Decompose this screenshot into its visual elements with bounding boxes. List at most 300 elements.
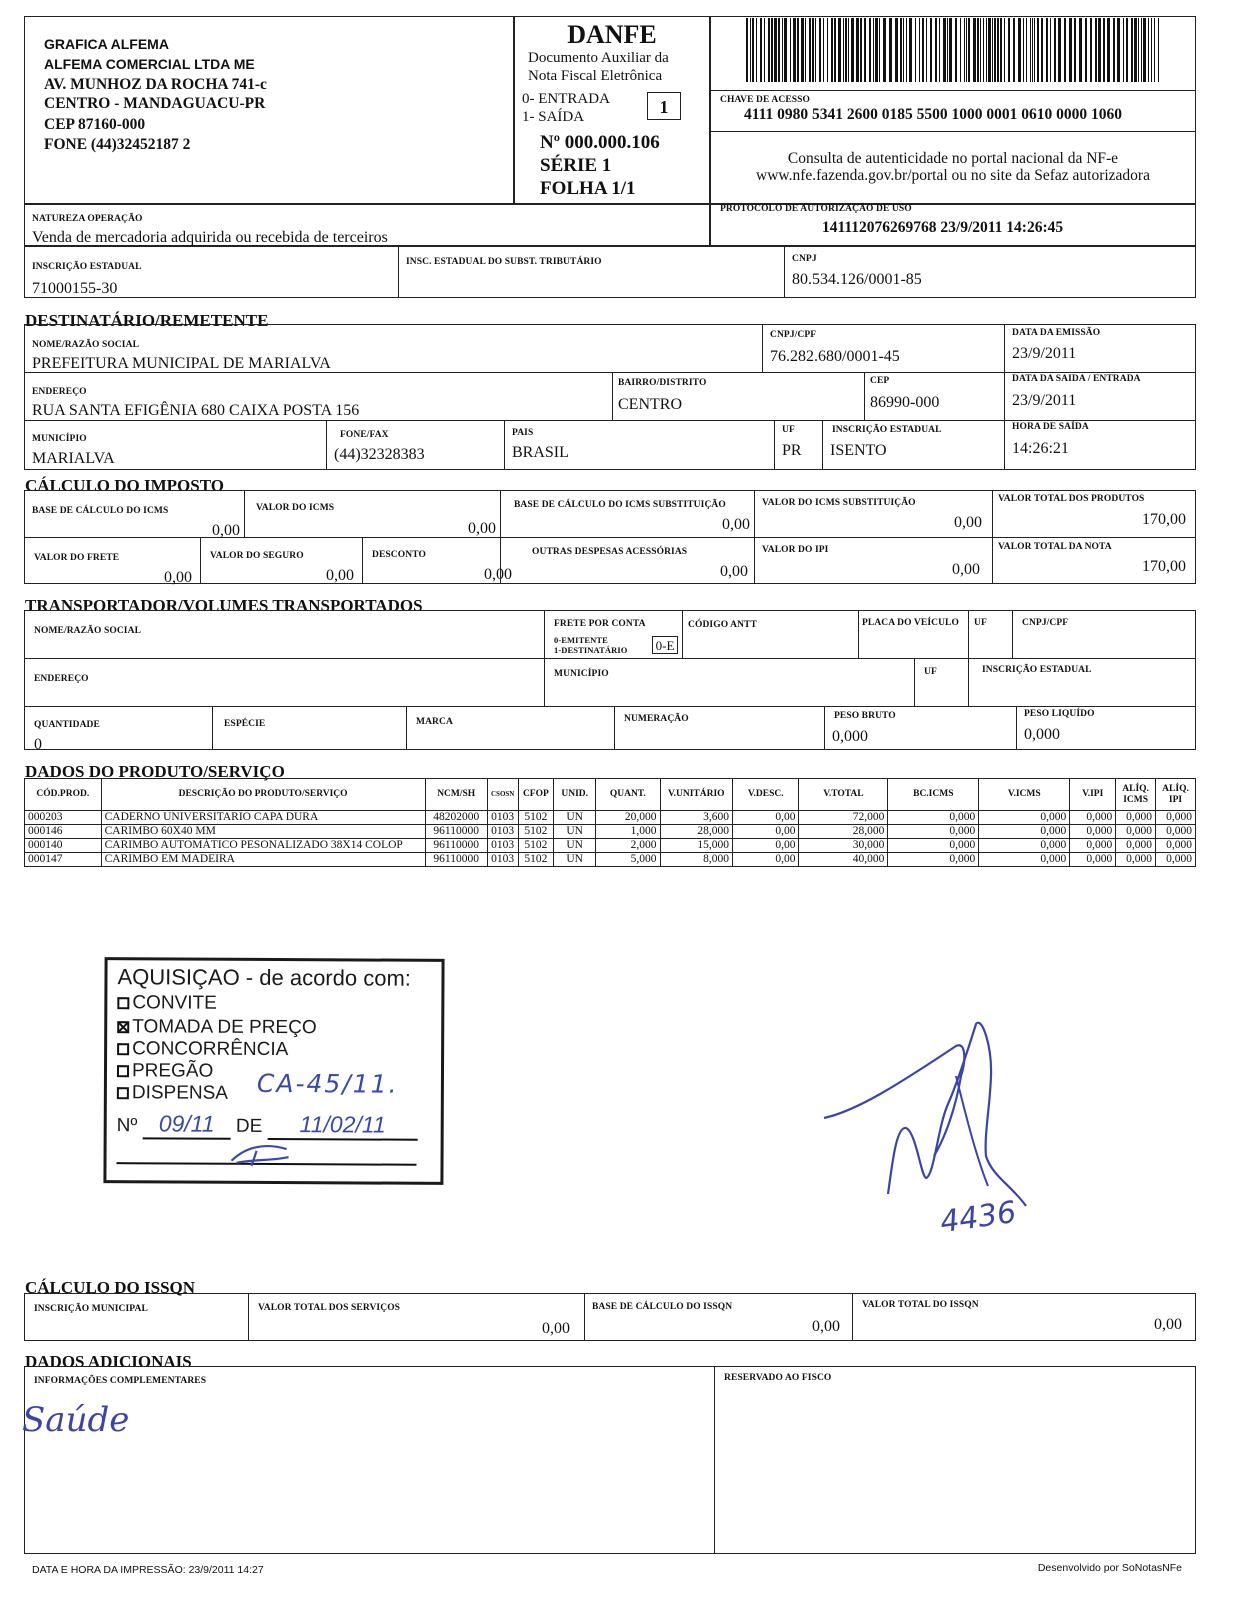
col-ncm: NCM/SH	[425, 779, 487, 811]
seguro: 0,00	[326, 567, 354, 584]
barcode-bar	[801, 18, 804, 82]
checked-checkbox-icon	[117, 1021, 129, 1033]
barcode-bar	[994, 18, 996, 82]
col-cfop: CFOP	[518, 779, 554, 811]
transp-end-label: ENDEREÇO	[34, 674, 89, 684]
barcode-bar	[1064, 18, 1066, 82]
barcode-bar	[1000, 18, 1002, 82]
dest-endereco: RUA SANTA EFIGÊNIA 680 CAIXA POSTA 156	[32, 402, 360, 419]
cell-quant: 20,000	[596, 811, 660, 825]
stamp-handwritten-ref: CA-45/11.	[256, 1068, 399, 1099]
barcode-bar	[930, 18, 932, 82]
chave-label: CHAVE DE ACESSO	[720, 95, 811, 105]
transp-frete-opt1: 0-EMITENTE	[554, 635, 608, 645]
dest-mun-label: MUNICÍPIO	[32, 434, 87, 444]
dest-cep: 86990-000	[870, 394, 940, 411]
transp-marca-label: MARCA	[416, 717, 453, 727]
ie-value: 71000155-30	[32, 280, 118, 297]
col-vunit: V.UNITÁRIO	[660, 779, 733, 811]
total-nota-label: VALOR TOTAL DA NOTA	[998, 542, 1112, 552]
barcode-bar	[851, 18, 854, 82]
barcode-bar	[1138, 18, 1139, 82]
emitente-phone: FONE (44)32452187 2	[44, 136, 191, 153]
barcode-bar	[1134, 18, 1137, 82]
issqn-base: 0,00	[812, 1318, 840, 1335]
transp-liquido-label: PESO LIQUÍDO	[1024, 709, 1095, 719]
barcode-bar	[973, 18, 976, 82]
cell-aliq-ipi: 0,000	[1156, 853, 1196, 867]
valor-icms-label: VALOR DO ICMS	[256, 503, 335, 513]
barcode-bar	[1023, 18, 1024, 82]
barcode-bar	[1098, 18, 1101, 82]
issqn-servicos-label: VALOR TOTAL DOS SERVIÇOS	[258, 1303, 401, 1313]
cell-vdesc: 0,00	[733, 825, 799, 839]
transp-box	[24, 610, 1196, 750]
barcode-bar	[1126, 18, 1128, 82]
barcode-bar	[746, 18, 748, 82]
issqn-box	[24, 1293, 1196, 1341]
stamp-opt4-row	[117, 1060, 213, 1083]
danfe-tipo: 1	[647, 92, 681, 120]
barcode-bar	[1008, 18, 1010, 82]
danfe-folha: FOLHA 1/1	[540, 178, 636, 199]
info-label: INFORMAÇÕES COMPLEMENTARES	[34, 1376, 207, 1386]
dest-uf-label: UF	[782, 425, 795, 435]
transp-bruto: 0,000	[832, 728, 868, 745]
dest-uf: PR	[782, 442, 802, 459]
barcode-bar	[1030, 18, 1031, 82]
desconto-label: DESCONTO	[372, 550, 426, 560]
base-icms: 0,00	[212, 522, 240, 539]
barcode-bar	[856, 18, 859, 82]
barcode-bar	[764, 18, 765, 82]
transp-antt-label: CÓDIGO ANTT	[688, 620, 757, 630]
barcode-bar	[1037, 18, 1039, 82]
barcode-bar	[819, 18, 821, 82]
barcode-bar	[838, 18, 841, 82]
barcode-bar	[869, 18, 871, 82]
protocolo-value: 141112076269768 23/9/2011 14:26:45	[822, 219, 1064, 236]
cell-bcicms: 0,000	[888, 811, 979, 825]
barcode-bar	[968, 18, 970, 82]
barcode-bar	[1018, 18, 1021, 82]
barcode-bar	[1026, 18, 1027, 82]
cell-cod: 000147	[25, 853, 102, 867]
barcode-bar	[1032, 18, 1033, 82]
cell-bcicms: 0,000	[888, 825, 979, 839]
barcode-bar	[964, 18, 965, 82]
valor-st-label: VALOR DO ICMS SUBSTITUIÇÃO	[762, 498, 916, 508]
barcode-bar	[1013, 18, 1015, 82]
transp-ie-label: INSCRIÇÃO ESTADUAL	[982, 665, 1092, 675]
dest-end-label: ENDEREÇO	[32, 387, 87, 397]
barcode-bar	[1095, 18, 1097, 82]
produtos-table	[24, 778, 1196, 867]
cell-unid: UN	[554, 825, 596, 839]
cell-aliq-icms: 0,000	[1116, 825, 1156, 839]
ipi-label: VALOR DO IPI	[762, 545, 829, 555]
cell-vicms: 0,000	[979, 825, 1070, 839]
barcode-bar	[827, 18, 828, 82]
natureza-label: NATUREZA OPERAÇÃO	[32, 214, 143, 224]
barcode-bar	[1148, 18, 1149, 82]
barcode-bar	[782, 18, 783, 82]
barcode-bar	[1058, 18, 1061, 82]
cell-vicms: 0,000	[979, 811, 1070, 825]
cell-aliq-icms: 0,000	[1116, 811, 1156, 825]
footer-dev: Desenvolvido por SoNotasNFe	[1037, 1562, 1182, 1574]
barcode-bar	[1113, 18, 1115, 82]
barcode-bar	[960, 18, 961, 82]
cell-vdesc: 0,00	[733, 811, 799, 825]
barcode-bar	[768, 18, 770, 82]
barcode-bar	[980, 18, 981, 82]
danfe-sub1: Documento Auxiliar da	[528, 50, 669, 66]
issqn-title: CÁLCULO DO ISSQN	[25, 1278, 196, 1297]
cell-cfop: 5102	[518, 825, 554, 839]
issqn-total: 0,00	[1154, 1316, 1182, 1333]
barcode-bar	[1079, 18, 1082, 82]
total-nota: 170,00	[1142, 558, 1186, 575]
barcode-bar	[778, 18, 780, 82]
barcode-bar	[845, 18, 847, 82]
stamp-date: 11/02/11	[268, 1111, 418, 1141]
dest-cnpj: 76.282.680/0001-45	[770, 348, 900, 365]
barcode-bar	[919, 18, 920, 82]
dest-bairro: CENTRO	[618, 396, 682, 413]
barcode-bar	[756, 18, 757, 82]
stamp-opt2: TOMADA DE PREÇO	[132, 1016, 317, 1039]
barcode-bar	[1034, 18, 1035, 82]
dest-hora-label: HORA DE SAÍDA	[1012, 422, 1089, 432]
cell-quant: 5,000	[596, 853, 660, 867]
barcode-bar	[1131, 18, 1133, 82]
stamp-num-row	[117, 1110, 418, 1141]
barcode-bar	[922, 18, 924, 82]
cell-unid: UN	[554, 839, 596, 853]
cell-desc: CARIMBO AUTOMÁTICO PESONALIZADO 38X14 COLOP	[101, 839, 425, 853]
barcode-bar	[895, 18, 898, 82]
cell-aliq-ipi: 0,000	[1156, 811, 1196, 825]
cell-csosn: 0103	[487, 825, 518, 839]
cell-aliq-ipi: 0,000	[1156, 839, 1196, 853]
barcode-bar	[1069, 18, 1072, 82]
col-aliq-ipi: ALÍQ. IPI	[1156, 779, 1196, 811]
chave-consulta1: Consulta de autenticidade no portal nacional da NF-e	[787, 150, 1119, 167]
barcode-bar	[760, 18, 762, 82]
barcode-bar	[784, 18, 787, 82]
natureza-value: Venda de mercadoria adquirida ou recebida de terceiros	[32, 229, 388, 246]
barcode-bar	[834, 18, 836, 82]
barcode-bar	[750, 18, 751, 82]
stamp-opt1-row	[117, 992, 217, 1015]
barcode-bar	[1085, 18, 1087, 82]
cell-cod: 000140	[25, 839, 102, 853]
cell-vipi: 0,000	[1070, 811, 1116, 825]
transp-frete-label: FRETE POR CONTA	[554, 619, 646, 629]
barcode-bar	[1123, 18, 1124, 82]
cell-aliq-icms: 0,000	[1116, 839, 1156, 853]
barcode-bar	[889, 18, 892, 82]
barcode-bar	[879, 18, 880, 82]
barcode-bar	[873, 18, 874, 82]
col-bcicms: BC.ICMS	[888, 779, 979, 811]
barcode-bar	[983, 18, 984, 82]
barcode-bar	[915, 18, 916, 82]
barcode-bar	[805, 18, 806, 82]
stamp-opt2-row	[117, 1016, 317, 1039]
barcode-bar	[977, 18, 979, 82]
table-row	[25, 811, 1196, 825]
dest-emissao: 23/9/2011	[1012, 345, 1077, 362]
barcode-bar	[1151, 18, 1152, 82]
cell-vicms: 0,000	[979, 839, 1070, 853]
produtos-header-row	[25, 779, 1196, 811]
barcode-bar	[793, 18, 796, 82]
cell-vicms: 0,000	[979, 853, 1070, 867]
cnpj-label: CNPJ	[792, 254, 817, 264]
cell-vunit: 28,000	[660, 825, 733, 839]
danfe-title: DANFE	[567, 20, 657, 49]
info-handwritten: Saúde	[22, 1400, 130, 1440]
stamp-de: DE	[235, 1115, 263, 1137]
barcode-bar	[939, 18, 940, 82]
emitente-name2: ALFEMA COMERCIAL LTDA ME	[44, 56, 255, 72]
barcode-bar	[1117, 18, 1120, 82]
cell-aliq-ipi: 0,000	[1156, 825, 1196, 839]
cell-vdesc: 0,00	[733, 853, 799, 867]
barcode-bar	[949, 18, 952, 82]
transp-placa-label: PLACA DO VEÍCULO	[862, 618, 959, 628]
checkbox-icon	[117, 1087, 129, 1099]
dest-cnpj-label: CNPJ/CPF	[770, 330, 817, 340]
frete-label: VALOR DO FRETE	[34, 553, 120, 563]
footer-impressao: DATA E HORA DA IMPRESSÃO: 23/9/2011 14:27	[32, 1564, 264, 1576]
transp-num-label: NUMERAÇÃO	[624, 714, 689, 724]
transp-especie-label: ESPÉCIE	[224, 719, 266, 729]
ipi: 0,00	[952, 561, 980, 578]
fisco-label: RESERVADO AO FISCO	[724, 1373, 832, 1383]
barcode-bar	[815, 18, 816, 82]
barcode-bar	[986, 18, 987, 82]
barcode-bar	[906, 18, 907, 82]
cell-quant: 2,000	[596, 839, 660, 853]
cell-bcicms: 0,000	[888, 853, 979, 867]
barcode-bar	[966, 18, 967, 82]
dest-fone-label: FONE/FAX	[340, 430, 389, 440]
danfe-sub2: Nota Fiscal Eletrônica	[528, 68, 663, 84]
transp-bruto-label: PESO BRUTO	[834, 711, 896, 721]
acquisition-stamp	[103, 957, 444, 1185]
cell-cod: 000203	[25, 811, 102, 825]
produtos-title: DADOS DO PRODUTO/SERVIÇO	[25, 762, 285, 781]
barcode-bar	[900, 18, 902, 82]
base-st-label: BASE DE CÁLCULO DO ICMS SUBSTITUIÇÃO	[514, 500, 726, 510]
checkbox-icon	[117, 1065, 129, 1077]
dest-title: DESTINATÁRIO/REMETENTE	[25, 311, 269, 330]
cell-vipi: 0,000	[1070, 853, 1116, 867]
barcode-bar	[1090, 18, 1092, 82]
cell-csosn: 0103	[487, 811, 518, 825]
chave-value: 4111 0980 5341 2600 0185 5500 1000 0001 0610 0000 1060	[744, 106, 1123, 123]
adicionais-title: DADOS ADICIONAIS	[25, 1352, 192, 1371]
stamp-opt3: CONCORRÊNCIA	[132, 1038, 289, 1061]
protocolo-label: PROTOCOLO DE AUTORIZAÇÃO DE USO	[720, 204, 912, 214]
barcode-bar	[797, 18, 799, 82]
barcode-bar	[909, 18, 912, 82]
cell-bcicms: 0,000	[888, 839, 979, 853]
dest-pais: BRASIL	[512, 444, 569, 461]
cell-ncm: 96110000	[425, 839, 487, 853]
col-cod: CÓD.PROD.	[25, 779, 102, 811]
cell-desc: CARIMBO 60X40 MM	[101, 825, 425, 839]
transp-liquido: 0,000	[1024, 726, 1060, 743]
table-row	[25, 825, 1196, 839]
col-aliq-icms: ALÍQ. ICMS	[1116, 779, 1156, 811]
cell-csosn: 0103	[487, 853, 518, 867]
stamp-num: 09/11	[143, 1110, 231, 1139]
barcode-bar	[992, 18, 993, 82]
barcode-bar	[943, 18, 946, 82]
dest-cep-label: CEP	[870, 376, 890, 386]
ie-st-label: INSC. ESTADUAL DO SUBST. TRIBUTÁRIO	[406, 257, 602, 267]
dest-bairro-label: BAIRRO/DISTRITO	[618, 378, 707, 388]
cell-ncm: 48202000	[425, 811, 487, 825]
barcode-bar	[843, 18, 844, 82]
barcode-bar	[903, 18, 904, 82]
transp-qtd: 0	[34, 736, 42, 753]
barcode-bar	[1107, 18, 1110, 82]
issqn-base-label: BASE DE CÁLCULO DO ISSQN	[592, 1302, 733, 1312]
cnpj-value: 80.534.126/0001-85	[792, 271, 922, 288]
barcode-bar	[1141, 18, 1142, 82]
signature-note: 4436	[937, 1194, 1019, 1241]
cell-cfop: 5102	[518, 853, 554, 867]
col-vdesc: V.DESC.	[733, 779, 799, 811]
ie-box	[24, 246, 1196, 298]
barcode-bar	[774, 18, 777, 82]
emitente-district: CENTRO - MANDAGUACU-PR	[44, 95, 266, 112]
barcode-bar	[926, 18, 927, 82]
cell-unid: UN	[554, 853, 596, 867]
col-unid: UNID.	[554, 779, 596, 811]
danfe-numero: Nº 000.000.106	[540, 132, 660, 153]
barcode-bar	[809, 18, 811, 82]
stamp-opt5-row	[117, 1082, 228, 1105]
stamp-opt4: PREGÃO	[131, 1060, 214, 1082]
transp-cnpj-label: CNPJ/CPF	[1022, 618, 1069, 628]
danfe-serie: SÉRIE 1	[540, 155, 612, 176]
barcode-bar	[1154, 18, 1155, 82]
imposto-title: CÁLCULO DO IMPOSTO	[25, 476, 224, 495]
barcode-bar	[848, 18, 849, 82]
dest-saida: 23/9/2011	[1012, 392, 1077, 409]
dest-ie-label: INSCRIÇÃO ESTADUAL	[832, 425, 942, 435]
dest-municipio: MARIALVA	[32, 450, 115, 467]
adicionais-box	[24, 1366, 1196, 1554]
barcode-bar	[1046, 18, 1048, 82]
emitente-address: AV. MUNHOZ DA ROCHA 741-c	[44, 76, 267, 93]
barcode-bar	[771, 18, 773, 82]
stamp-num-prefix: Nº	[116, 1115, 138, 1137]
transp-frete-opt2: 1-DESTINATÁRIO	[554, 645, 628, 655]
danfe-entrada: 0- ENTRADA	[522, 91, 610, 107]
cell-quant: 1,000	[596, 825, 660, 839]
issqn-total-label: VALOR TOTAL DO ISSQN	[862, 1300, 979, 1310]
cell-desc: CARIMBO EM MADEIRA	[101, 853, 425, 867]
transp-uf2-label: UF	[924, 667, 937, 677]
cell-vtotal: 30,000	[799, 839, 888, 853]
cell-vtotal: 40,000	[799, 853, 888, 867]
barcode-bar	[883, 18, 886, 82]
base-icms-label: BASE DE CÁLCULO DO ICMS	[32, 506, 169, 516]
cell-csosn: 0103	[487, 839, 518, 853]
transp-qtd-label: QUANTIDADE	[34, 720, 100, 730]
cell-ncm: 96110000	[425, 825, 487, 839]
barcode-bar	[831, 18, 833, 82]
col-csosn: CSOSN	[487, 779, 518, 811]
transp-title: TRANSPORTADOR/VOLUMES TRANSPORTADOS	[25, 596, 423, 615]
outras: 0,00	[720, 563, 748, 580]
transp-frete-value: 0-E	[652, 636, 678, 654]
ie-label: INSCRIÇÃO ESTADUAL	[32, 262, 142, 272]
barcode-bar	[1158, 18, 1159, 82]
barcode-bar	[997, 18, 999, 82]
cell-aliq-icms: 0,000	[1116, 853, 1156, 867]
stamp-title: AQUISIÇAO - de acordo com:	[117, 964, 411, 991]
barcode-bar	[1074, 18, 1076, 82]
cell-cfop: 5102	[518, 811, 554, 825]
stamp-opt5: DISPENSA	[131, 1082, 229, 1104]
table-row	[25, 839, 1196, 853]
dest-ie: ISENTO	[830, 442, 887, 459]
cell-vunit: 15,000	[660, 839, 733, 853]
total-prod-label: VALOR TOTAL DOS PRODUTOS	[998, 494, 1145, 504]
barcode-bar	[1103, 18, 1105, 82]
barcode-bar	[823, 18, 824, 82]
cell-vtotal: 72,000	[799, 811, 888, 825]
col-vipi: V.IPI	[1070, 779, 1116, 811]
cell-vtotal: 28,000	[799, 825, 888, 839]
dest-hora: 14:26:21	[1012, 440, 1069, 457]
col-vtotal: V.TOTAL	[799, 779, 888, 811]
emitente-cep: CEP 87160-000	[44, 116, 146, 133]
barcode-bar	[947, 18, 948, 82]
transp-uf-label: UF	[974, 618, 987, 628]
barcode-bar	[875, 18, 878, 82]
barcode-bar	[1143, 18, 1146, 82]
barcode-bar	[1050, 18, 1051, 82]
table-row	[25, 853, 1196, 867]
cell-vdesc: 0,00	[733, 839, 799, 853]
cell-cfop: 5102	[518, 839, 554, 853]
transp-nome-label: NOME/RAZÃO SOCIAL	[34, 626, 142, 636]
checkbox-icon	[117, 997, 129, 1009]
transp-mun-label: MUNICÍPIO	[554, 669, 609, 679]
col-desc: DESCRIÇÃO DO PRODUTO/SERVIÇO	[101, 779, 425, 811]
emitente-name1: GRAFICA ALFEMA	[44, 36, 169, 52]
total-prod: 170,00	[1142, 511, 1186, 528]
cell-vipi: 0,000	[1070, 839, 1116, 853]
barcode	[746, 18, 1164, 82]
barcode-bar	[1041, 18, 1043, 82]
base-st: 0,00	[722, 516, 750, 533]
frete: 0,00	[164, 569, 192, 586]
dest-pais-label: PAIS	[512, 428, 534, 438]
dest-fone: (44)32328383	[334, 446, 425, 463]
cell-vipi: 0,000	[1070, 825, 1116, 839]
barcode-bar	[988, 18, 991, 82]
